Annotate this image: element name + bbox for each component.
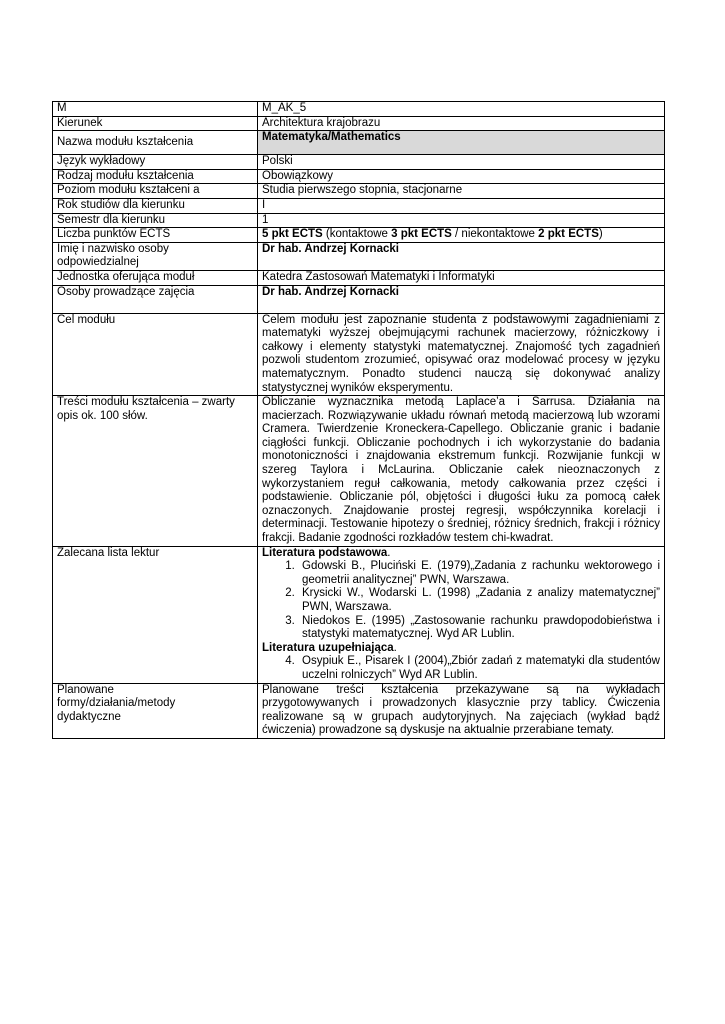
row-label: Semestr dla kierunku: [53, 213, 258, 228]
teaching-person: Dr hab. Andrzej Kornacki: [262, 285, 399, 298]
ects-noncontact: 2 pkt ECTS: [538, 228, 599, 241]
row-label: Nazwa modułu kształcenia: [53, 131, 258, 155]
table-row: [53, 285, 665, 313]
row-label: [53, 242, 258, 270]
responsible-person: Dr hab. Andrzej Kornacki: [262, 242, 399, 255]
module-name: Matematyka/Mathematics: [262, 131, 401, 144]
row-label: Rodzaj modułu kształcenia: [53, 169, 258, 184]
table-row: [53, 198, 665, 213]
label-line: Planowane: [57, 683, 114, 696]
row-value: Polski: [258, 155, 665, 170]
table-row: [53, 102, 665, 117]
row-label: [53, 683, 258, 738]
reading-list: [258, 546, 665, 683]
table-row: [53, 228, 665, 243]
module-goal: Celem modułu jest zapoznanie studenta z podstawowymi zagadnieniami z matematyki wyższej obejmującymi rachunek macierzowy, różniczkowy i całkowy i elementy statystyki matematycznej. Znajomość tych zagadnień pozwoli studentom zrozumieć, opisywać oraz modelować procesy w języku matematycznym. Ponadto studenci nauczą się dokonywać analizy statystycznej wyników eksperymentu.: [258, 313, 665, 396]
table-row: [53, 213, 665, 228]
ects-text: / niekontaktowe: [451, 228, 539, 241]
table-row: [53, 116, 665, 131]
row-value: Katedra Zastosowań Matematyki i Informatyki: [258, 270, 665, 285]
extra-literature-list: [262, 655, 660, 682]
table-row: [53, 270, 665, 285]
row-label: Kierunek: [53, 116, 258, 131]
row-label: Jednostka oferująca moduł: [53, 270, 258, 285]
extra-literature-heading: Literatura uzupełniająca.: [262, 641, 397, 654]
label-line: formy/działania/metody: [57, 697, 176, 710]
row-value: [258, 285, 665, 313]
row-value: 1: [258, 213, 665, 228]
table-row: [53, 169, 665, 184]
row-label: M: [53, 102, 258, 117]
row-value: I: [258, 198, 665, 213]
row-label: Treści modułu kształcenia – zwarty opis ok. 100 słów.: [53, 396, 258, 547]
label-line: odpowiedzialnej: [57, 256, 139, 269]
teaching-methods: Planowane treści kształcenia przekazywane są na wykładach przygotowywanych i prowadzonych klasycznie przy tablicy. Ćwiczenia realizowane są w grupach audytoryjnych. Na zajęciach (wykład bądź ćwiczenia) prowadzone są dyskusje na aktualnie przerabiane tematy.: [258, 683, 665, 738]
module-name-value: [258, 131, 665, 155]
table-row: [53, 313, 665, 396]
row-value: [258, 242, 665, 270]
basic-literature-list: [262, 560, 660, 642]
module-description-table: [52, 101, 665, 739]
row-label: Rok studiów dla kierunku: [53, 198, 258, 213]
label-line: Imię i nazwisko osoby: [57, 242, 169, 255]
label-line: dydaktyczne: [57, 710, 121, 723]
row-label: Zalecana lista lektur: [53, 546, 258, 683]
row-label: Cel modułu: [53, 313, 258, 396]
ects-text: ): [598, 228, 603, 241]
table-row: [53, 131, 665, 155]
row-label: Liczba punktów ECTS: [53, 228, 258, 243]
row-value: Obowiązkowy: [258, 169, 665, 184]
table-row: [53, 184, 665, 199]
list-item: 2. Krysicki W., Wodarski L. (1998) „Zadania z analizy matematycznej” PWN, Warszawa.: [298, 587, 660, 614]
table-row: [53, 242, 665, 270]
list-item: 4. Osypiuk E., Pisarek I (2004)„Zbiór zadań z matematyki dla studentów uczelni rolniczych” Wyd AR Lublin.: [298, 655, 660, 682]
row-label: Język wykładowy: [53, 155, 258, 170]
ects-value: [258, 228, 665, 243]
list-item: 3. Niedokos E. (1995) „Zastosowanie rachunku prawdopodobieństwa i statystyki matematycznej. Wyd AR Lublin.: [298, 615, 660, 642]
row-value: M_AK_5: [258, 102, 665, 117]
table-row: [53, 155, 665, 170]
row-label: Osoby prowadzące zajęcia: [53, 285, 258, 313]
ects-total: 5 pkt ECTS: [262, 228, 323, 241]
list-item: 1. Gdowski B., Pluciński E. (1979)„Zadania z rachunku wektorowego i geometrii analitycznej” PWN, Warszawa.: [298, 560, 660, 587]
basic-literature-heading: Literatura podstawowa.: [262, 546, 391, 559]
ects-contact: 3 pkt ECTS: [391, 228, 452, 241]
module-content: Obliczanie wyznacznika metodą Laplace’a i Sarrusa. Działania na macierzach. Rozwiązywanie układu równań metodą macierzową lub wzorami Cramera. Twierdzenie Kroneckera-Capellego. Obliczanie granic i badanie ciągłości funkcji. Obliczanie pochodnych i ich wykorzystanie do badania monotoniczności i znajdowania ekstremum funkcji. Rozwijanie funkcji w szereg Taylora i McLaurina. Obliczanie całek nieoznaczonych z wykorzystaniem reguł całkowania, metody całkowania przez części i podstawienie. Obliczanie pól, objętości i długości łuku za pomocą całek oznaczonych. Znajdowanie prostej regresji, współczynnika korelacji i determinacji. Testowanie hipotezy o średniej, różnicy średnich, frakcji i różnicy frakcji. Badanie zgodności rozkładów testem chi-kwadrat.: [258, 396, 665, 547]
row-value: Architektura krajobrazu: [258, 116, 665, 131]
table-row: [53, 683, 665, 738]
table-row: [53, 396, 665, 547]
row-value: Studia pierwszego stopnia, stacjonarne: [258, 184, 665, 199]
ects-text: (kontaktowe: [322, 228, 392, 241]
row-label: Poziom modułu kształceni a: [53, 184, 258, 199]
table-row: [53, 546, 665, 683]
